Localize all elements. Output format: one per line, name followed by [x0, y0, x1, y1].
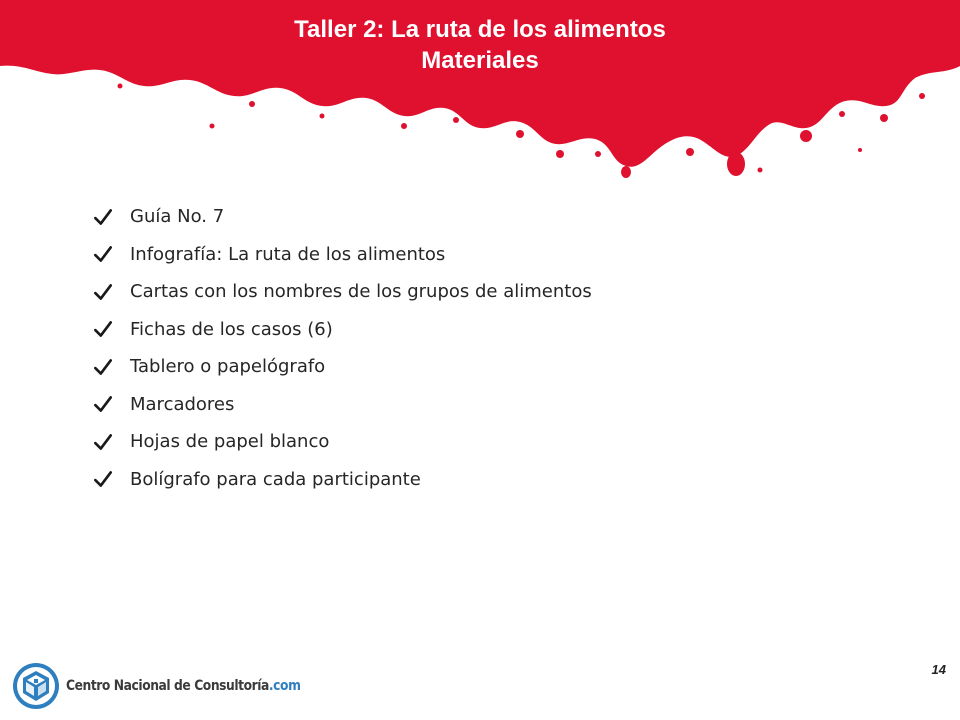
list-item-text: Cartas con los nombres de los grupos de alimentos — [130, 281, 592, 303]
page-number: 14 — [931, 662, 946, 677]
list-item-text: Fichas de los casos (6) — [130, 318, 333, 340]
logo-wordmark — [66, 678, 300, 694]
list-item — [92, 198, 592, 236]
checkmark-icon — [92, 431, 114, 453]
list-item — [92, 423, 592, 461]
list-item-text: Guía No. 7 — [130, 206, 225, 228]
list-item — [92, 311, 592, 349]
list-item-text: Hojas de papel blanco — [130, 431, 330, 453]
checkmark-icon — [92, 206, 114, 228]
slide-subtitle: Materiales — [421, 47, 539, 74]
materials-checklist — [92, 198, 592, 498]
list-item — [92, 348, 592, 386]
list-item-text: Tablero o papelógrafo — [130, 356, 326, 378]
list-item — [92, 236, 592, 274]
list-item-text: Bolígrafo para cada participante — [130, 468, 421, 490]
checkmark-icon — [92, 243, 114, 265]
checkmark-icon — [92, 468, 114, 490]
list-item-text: Marcadores — [130, 393, 235, 415]
checkmark-icon — [92, 393, 114, 415]
logo-suffix: .com — [268, 678, 301, 694]
list-item — [92, 386, 592, 424]
list-item-text: Infografía: La ruta de los alimentos — [130, 243, 446, 265]
title-block — [0, 14, 960, 76]
list-item — [92, 461, 592, 499]
slide-title: Taller 2: La ruta de los alimentos — [294, 16, 666, 43]
company-logo — [12, 660, 332, 712]
cube-logo-icon — [12, 662, 60, 710]
logo-name: Centro Nacional de Consultoría — [66, 678, 269, 694]
list-item — [92, 273, 592, 311]
checkmark-icon — [92, 318, 114, 340]
checkmark-icon — [92, 281, 114, 303]
checkmark-icon — [92, 356, 114, 378]
